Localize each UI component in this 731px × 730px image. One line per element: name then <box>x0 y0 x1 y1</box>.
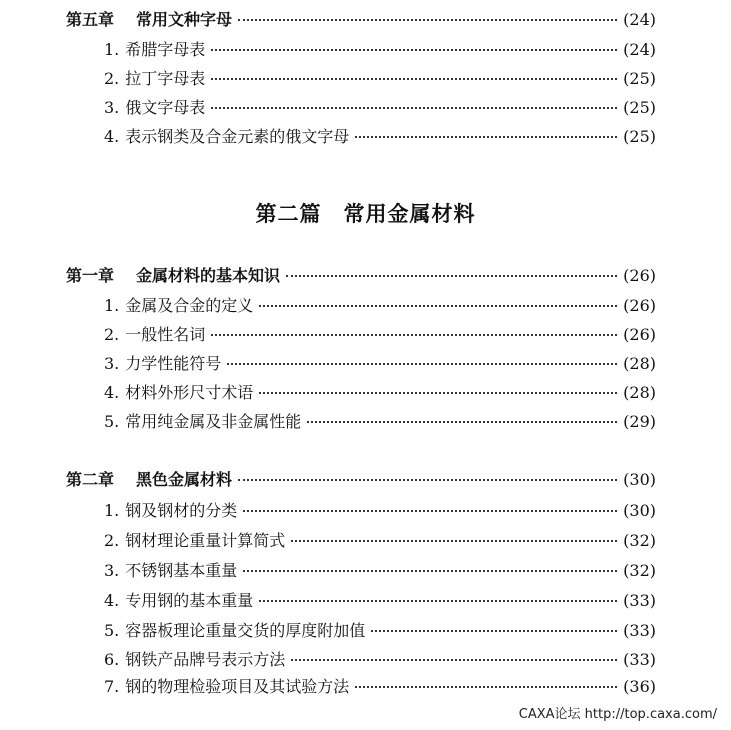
item-number: 4. <box>104 383 120 402</box>
toc-item <box>104 677 656 697</box>
item-title: 力学性能符号 <box>125 354 222 373</box>
toc-item <box>104 354 656 374</box>
item-title: 拉丁字母表 <box>125 69 206 88</box>
page-number: (26) <box>623 325 656 344</box>
dot-leader <box>211 78 617 80</box>
page-number: (28) <box>623 383 656 402</box>
dot-leader <box>238 19 617 21</box>
toc-item <box>104 98 656 118</box>
dot-leader <box>243 510 617 512</box>
page-number: (36) <box>623 677 656 696</box>
item-title: 容器板理论重量交货的厚度附加值 <box>125 621 366 640</box>
page-number: (33) <box>623 650 656 669</box>
item-number: 3. <box>104 354 120 373</box>
dot-leader <box>227 363 617 365</box>
chapter-title: 黑色金属材料 <box>136 470 233 489</box>
dot-leader <box>259 392 617 394</box>
toc-item <box>104 40 656 60</box>
chapter-label: 第一章 <box>66 266 115 285</box>
part-label: 第二篇 <box>255 202 322 226</box>
toc-item <box>104 69 656 89</box>
dot-leader <box>286 275 617 277</box>
dot-leader <box>291 540 617 542</box>
page-number: (24) <box>623 10 656 29</box>
item-title: 钢及钢材的分类 <box>125 501 238 520</box>
dot-leader <box>307 421 617 423</box>
toc-item <box>104 383 656 403</box>
dot-leader <box>243 570 617 572</box>
page-number: (33) <box>623 621 656 640</box>
dot-leader <box>211 49 617 51</box>
toc-item <box>104 561 656 581</box>
toc-chapter-2 <box>66 470 656 490</box>
item-number: 2. <box>104 69 120 88</box>
item-number: 5. <box>104 621 120 640</box>
toc-chapter-1 <box>66 266 656 286</box>
dot-leader <box>211 334 617 336</box>
part-title <box>0 198 731 228</box>
item-title: 一般性名词 <box>125 325 206 344</box>
part-name: 常用金属材料 <box>343 202 476 226</box>
dot-leader <box>238 479 617 481</box>
page-number: (26) <box>623 296 656 315</box>
toc-item <box>104 531 656 551</box>
item-title: 常用纯金属及非金属性能 <box>125 412 302 431</box>
page-number: (25) <box>623 98 656 117</box>
item-number: 6. <box>104 650 120 669</box>
item-number: 1. <box>104 296 120 315</box>
item-number: 3. <box>104 98 120 117</box>
item-number: 3. <box>104 561 120 580</box>
dot-leader <box>355 136 617 138</box>
chapter-title: 常用文种字母 <box>136 10 233 29</box>
dot-leader <box>355 686 617 688</box>
dot-leader <box>259 600 617 602</box>
watermark-text: CAXA论坛 http://top.caxa.com/ <box>518 707 717 722</box>
toc-item <box>104 296 656 316</box>
item-title: 表示钢类及合金元素的俄文字母 <box>125 127 350 146</box>
toc-item <box>104 650 656 670</box>
page-number: (28) <box>623 354 656 373</box>
page-number: (32) <box>623 561 656 580</box>
item-title: 材料外形尺寸术语 <box>125 383 254 402</box>
item-number: 1. <box>104 40 120 59</box>
dot-leader <box>371 630 617 632</box>
page-number: (30) <box>623 470 656 489</box>
toc-chapter-5 <box>66 10 656 30</box>
item-number: 4. <box>104 127 120 146</box>
dot-leader <box>211 107 617 109</box>
item-title: 俄文字母表 <box>125 98 206 117</box>
toc-item <box>104 591 656 611</box>
item-title: 希腊字母表 <box>125 40 206 59</box>
page-number: (26) <box>623 266 656 285</box>
toc-item <box>104 412 656 432</box>
chapter-label: 第五章 <box>66 10 115 29</box>
item-title: 钢材理论重量计算简式 <box>125 531 286 550</box>
item-title: 钢铁产品牌号表示方法 <box>125 650 286 669</box>
toc-item <box>104 325 656 345</box>
item-number: 4. <box>104 591 120 610</box>
item-number: 1. <box>104 501 120 520</box>
item-number: 2. <box>104 325 120 344</box>
item-title: 金属及合金的定义 <box>125 296 254 315</box>
chapter-title: 金属材料的基本知识 <box>136 266 281 285</box>
page-number: (30) <box>623 501 656 520</box>
page-number: (24) <box>623 40 656 59</box>
page-number: (33) <box>623 591 656 610</box>
item-number: 7. <box>104 677 120 696</box>
page-number: (29) <box>623 412 656 431</box>
chapter-label: 第二章 <box>66 470 115 489</box>
toc-item <box>104 621 656 641</box>
item-number: 2. <box>104 531 120 550</box>
dot-leader <box>291 659 617 661</box>
toc-item <box>104 127 656 147</box>
item-title: 专用钢的基本重量 <box>125 591 254 610</box>
item-number: 5. <box>104 412 120 431</box>
page-number: (25) <box>623 69 656 88</box>
page-number: (25) <box>623 127 656 146</box>
item-title: 钢的物理检验项目及其试验方法 <box>125 677 350 696</box>
dot-leader <box>259 305 617 307</box>
toc-item <box>104 501 656 521</box>
page-number: (32) <box>623 531 656 550</box>
item-title: 不锈钢基本重量 <box>125 561 238 580</box>
